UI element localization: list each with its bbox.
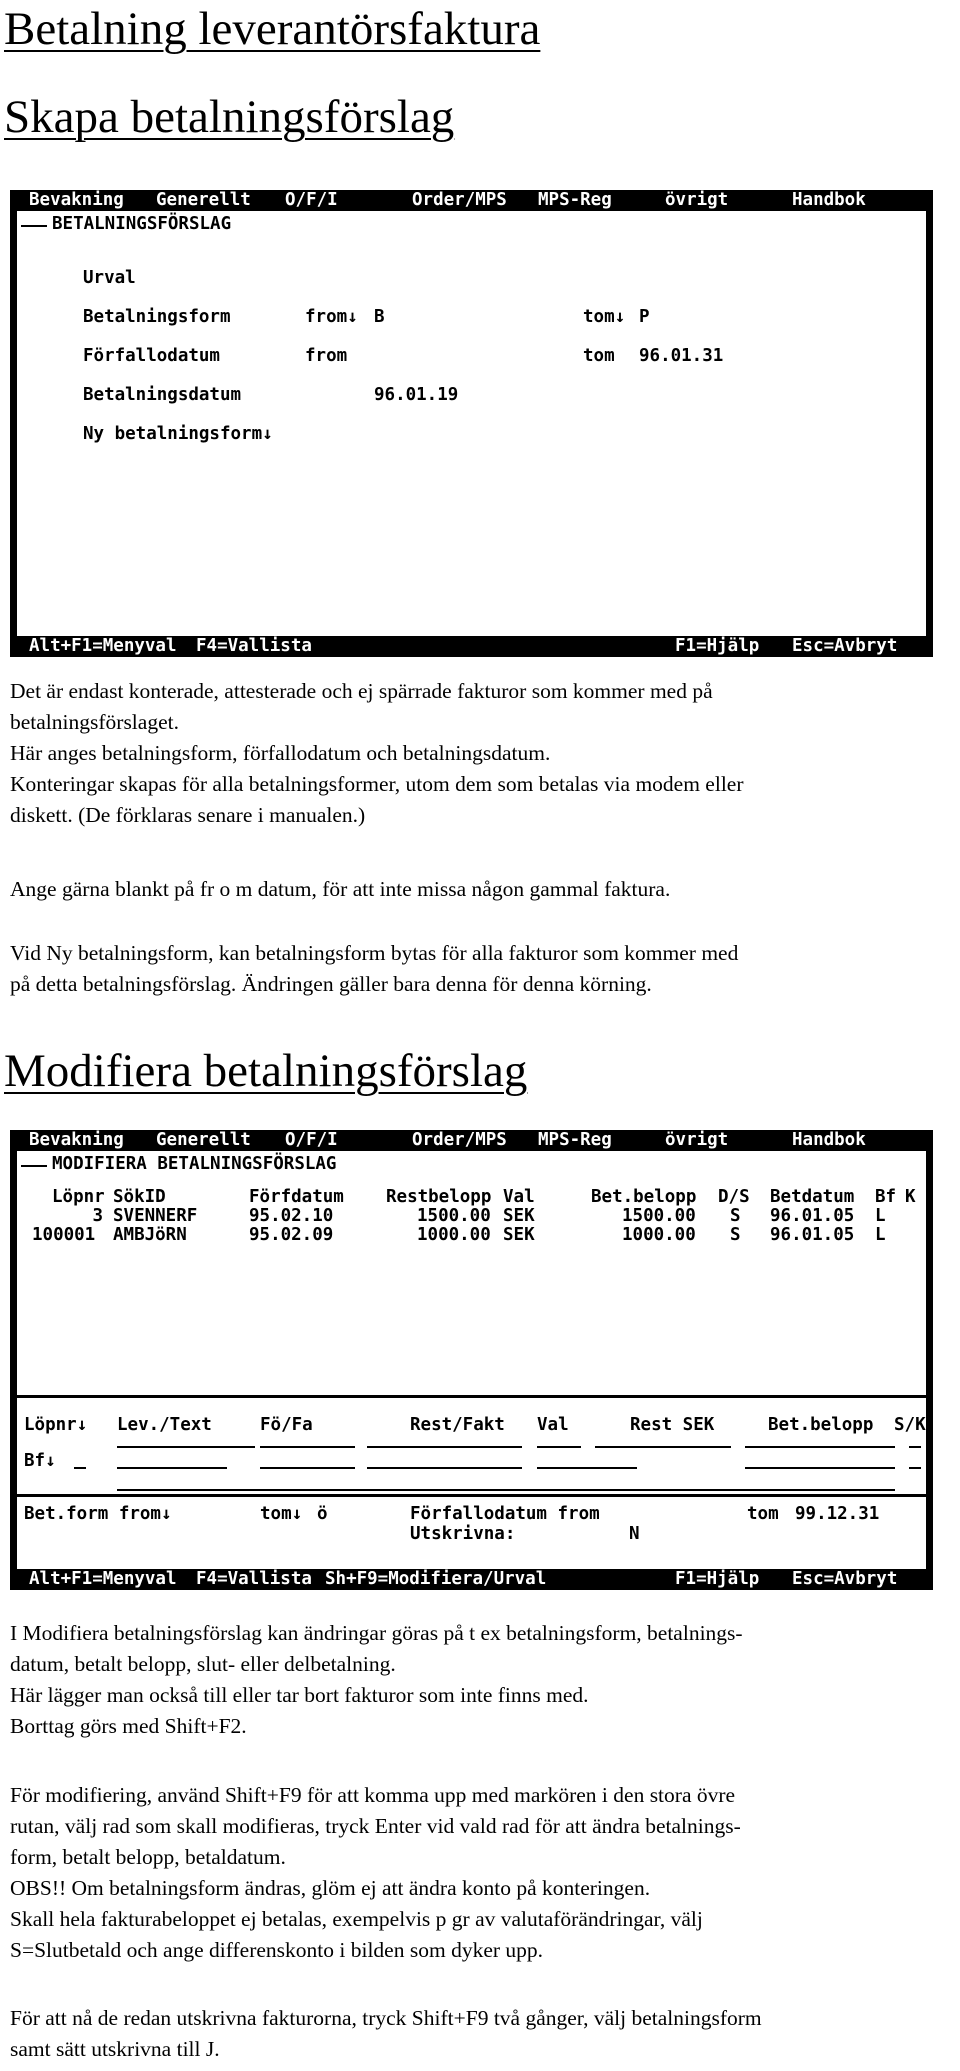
edit-header-lev-text: Lev./Text [117, 1415, 212, 1435]
betalningsdatum-field[interactable]: 96.01.19 [374, 385, 459, 405]
section-heading-skapa: Skapa betalningsförslag [4, 91, 455, 143]
terminal-screen-skapa [10, 190, 933, 657]
fkey-avbryt[interactable]: Esc=Avbryt [792, 1569, 898, 1589]
betalningsform-from-field[interactable]: B [374, 307, 385, 327]
cell-betdatum: 96.01.05 [770, 1206, 855, 1226]
betform-tom-label: tom↓ [260, 1504, 303, 1524]
cell-sokid: AMBJöRN [113, 1225, 187, 1245]
paragraph-utskrivna: För att nå de redan utskrivna fakturorna, tryck Shift+F9 två gånger, välj betalningsform samt sätt utskrivna till J. [10, 2006, 762, 2061]
filter-divider [17, 1494, 926, 1497]
paragraph-modifiering: För modifiering, använd Shift+F9 för att komma upp med markören i den stora övre rutan, välj rad som skall modifieras, tryck Enter vid vald rad för att ändra betalnings- form, betalt belopp, betaldatum. OBS!! Om betalningsform ändras, glöm ej att ändra konto på konteringen. Skall hela fakturabeloppet ej betalas, exempelvis p gr av valutaförändringar, välj S=Slutbetald och ange differenskonto i bilden som dyker upp. [10, 1783, 741, 1962]
edit-field-fa-date[interactable] [260, 1467, 355, 1469]
cell-val: SEK [503, 1206, 535, 1226]
menu-item-generellt[interactable]: Generellt [156, 190, 251, 210]
edit-field-k[interactable] [909, 1467, 921, 1469]
cell-sokid: SVENNERF [113, 1206, 198, 1226]
utskrivna-field[interactable]: N [629, 1524, 640, 1544]
forfallodatum-label: Förfallodatum [83, 346, 220, 366]
cell-restbelopp: 1500.00 [417, 1206, 491, 1226]
cell-ds: S [730, 1206, 741, 1226]
fkey-vallista[interactable]: F4=Vallista [196, 636, 312, 656]
betform-tom-field[interactable]: ö [317, 1504, 328, 1524]
cell-restbelopp: 1000.00 [417, 1225, 491, 1245]
col-header-restbelopp: Restbelopp [386, 1187, 492, 1207]
form-panel [17, 1151, 926, 1569]
edit-field-betbelopp-2[interactable] [745, 1467, 895, 1469]
menu-item-ovrigt[interactable]: övrigt [665, 190, 729, 210]
edit-header-rest-sek: Rest SEK [630, 1415, 715, 1435]
edit-header-val: Val [537, 1415, 569, 1435]
edit-header-lopnr: Löpnr↓ [24, 1415, 88, 1435]
forfallodatum-tom-field[interactable]: 96.01.31 [639, 346, 724, 366]
cell-bf: L [875, 1225, 886, 1245]
edit-header-rest-fakt: Rest/Fakt [410, 1415, 505, 1435]
betform-from-label: Bet.form from↓ [24, 1504, 172, 1524]
col-header-lopnr: Löpnr [52, 1187, 105, 1207]
fkey-modifiera-urval[interactable]: Sh+F9=Modifiera/Urval [325, 1569, 547, 1589]
betalningsform-from-label: from↓ [305, 307, 358, 327]
edit-field-text[interactable] [117, 1489, 895, 1491]
edit-field-sk[interactable] [909, 1446, 921, 1448]
cell-forfdatum: 95.02.09 [249, 1225, 334, 1245]
cell-betbelopp: 1000.00 [622, 1225, 696, 1245]
fkey-avbryt[interactable]: Esc=Avbryt [792, 636, 898, 656]
edit-field-fakt[interactable] [367, 1467, 522, 1469]
forfallodatum-from-label: from [305, 346, 348, 366]
fkey-menyval[interactable]: Alt+F1=Menyval [29, 636, 177, 656]
fkey-hjalp[interactable]: F1=Hjälp [675, 1569, 760, 1589]
col-header-betdatum: Betdatum [770, 1187, 855, 1207]
form-panel [17, 211, 926, 636]
col-header-k: K [905, 1187, 916, 1207]
fkey-menyval[interactable]: Alt+F1=Menyval [29, 1569, 177, 1589]
bf-label: Bf↓ [24, 1451, 56, 1471]
edit-field-val[interactable] [537, 1446, 581, 1448]
forfallo-tom-label: tom [747, 1504, 779, 1524]
edit-header-sk: S/K [894, 1415, 926, 1435]
menu-item-mps-reg[interactable]: MPS-Reg [538, 190, 612, 210]
paragraph-ny-betalningsform: Vid Ny betalningsform, kan betalningsform bytas för alla fakturor som kommer med på detta betalningsförslag. Ändringen gäller bara denna för denna körning. [10, 941, 739, 996]
panel-title: BETALNINGSFÖRSLAG [52, 214, 232, 234]
col-header-betbelopp: Bet.belopp [591, 1187, 697, 1207]
panel-divider [17, 1395, 926, 1398]
paragraph-urval-info: Det är endast konterade, attesterade och ej spärrade fakturor som kommer med på betalningsförslaget. Här anges betalningsform, förfallodatum och betalningsdatum. Konteringar skapas för alla betalningsformer, utom dem som betalas via modem eller diskett. (De förklaras senare i manualen.) [10, 679, 744, 827]
page-title: Betalning leverantörsfaktura [4, 3, 541, 55]
edit-field-betbelopp[interactable] [745, 1446, 895, 1448]
edit-field-rest-sek[interactable] [595, 1446, 731, 1448]
edit-field-fo[interactable] [260, 1446, 355, 1448]
betalningsform-label: Betalningsform [83, 307, 231, 327]
utskrivna-label: Utskrivna: [410, 1524, 516, 1544]
fkey-hjalp[interactable]: F1=Hjälp [675, 636, 760, 656]
edit-field-lev-text[interactable] [117, 1446, 255, 1448]
cell-val: SEK [503, 1225, 535, 1245]
paragraph-modifiera-info: I Modifiera betalningsförslag kan ändringar göras på t ex betalningsform, betalnings- datum, betalt belopp, slut- eller delbetalning. Här lägger man också till eller tar bort fakturor som inte finns med. Borttag görs med Shift+F2. [10, 1621, 743, 1738]
col-header-sokid: SökID [113, 1187, 166, 1207]
terminal-screen-modifiera [10, 1130, 933, 1590]
cell-lopnr: 3 [92, 1206, 103, 1226]
fkey-vallista[interactable]: F4=Vallista [196, 1569, 312, 1589]
menu-item-handbok[interactable]: Handbok [792, 1130, 866, 1150]
betalningsform-tom-field[interactable]: P [639, 307, 650, 327]
menu-item-order-mps[interactable]: Order/MPS [412, 190, 507, 210]
menu-bar [10, 1130, 933, 1151]
panel-title-rule [21, 1165, 47, 1167]
cell-betbelopp: 1500.00 [622, 1206, 696, 1226]
forfallo-tom-field[interactable]: 99.12.31 [795, 1504, 880, 1524]
edit-field-bf[interactable] [74, 1467, 86, 1469]
function-key-bar [10, 1569, 933, 1590]
menu-item-ovrigt[interactable]: övrigt [665, 1130, 729, 1150]
menu-bar [10, 190, 933, 211]
menu-item-bevakning[interactable]: Bevakning [29, 190, 124, 210]
edit-header-fo-fa: Fö/Fa [260, 1415, 313, 1435]
panel-title: MODIFIERA BETALNINGSFÖRSLAG [52, 1154, 337, 1174]
cell-ds: S [730, 1225, 741, 1245]
menu-item-mps-reg[interactable]: MPS-Reg [538, 1130, 612, 1150]
menu-item-order-mps[interactable]: Order/MPS [412, 1130, 507, 1150]
cell-betdatum: 96.01.05 [770, 1225, 855, 1245]
menu-item-generellt[interactable]: Generellt [156, 1130, 251, 1150]
edit-field-val-2[interactable] [537, 1467, 637, 1469]
col-header-forfdatum: Förfdatum [249, 1187, 344, 1207]
section-heading-modifiera: Modifiera betalningsförslag [4, 1045, 528, 1097]
ny-betalningsform-label: Ny betalningsform↓ [83, 424, 273, 444]
menu-item-bevakning[interactable]: Bevakning [29, 1130, 124, 1150]
cell-bf: L [875, 1206, 886, 1226]
forfallodatum-tom-label: tom [583, 346, 615, 366]
betalningsdatum-label: Betalningsdatum [83, 385, 242, 405]
col-header-bf: Bf [875, 1187, 897, 1207]
edit-field-fa[interactable] [117, 1467, 227, 1469]
forfallo-from-label: Förfallodatum from [410, 1504, 600, 1524]
col-header-val: Val [503, 1187, 535, 1207]
paragraph-blank-datum: Ange gärna blankt på fr o m datum, för att inte missa någon gammal faktura. [10, 877, 671, 901]
function-key-bar [10, 636, 933, 657]
menu-item-ofi[interactable]: O/F/I [285, 1130, 338, 1150]
cell-forfdatum: 95.02.10 [249, 1206, 334, 1226]
betalningsform-tom-label: tom↓ [583, 307, 626, 327]
edit-field-rest[interactable] [367, 1446, 522, 1448]
edit-header-betbelopp: Bet.belopp [768, 1415, 874, 1435]
panel-title-rule [21, 225, 47, 227]
cell-lopnr: 100001 [32, 1225, 96, 1245]
urval-heading: Urval [83, 268, 136, 288]
menu-item-ofi[interactable]: O/F/I [285, 190, 338, 210]
menu-item-handbok[interactable]: Handbok [792, 190, 866, 210]
col-header-ds: D/S [718, 1187, 750, 1207]
